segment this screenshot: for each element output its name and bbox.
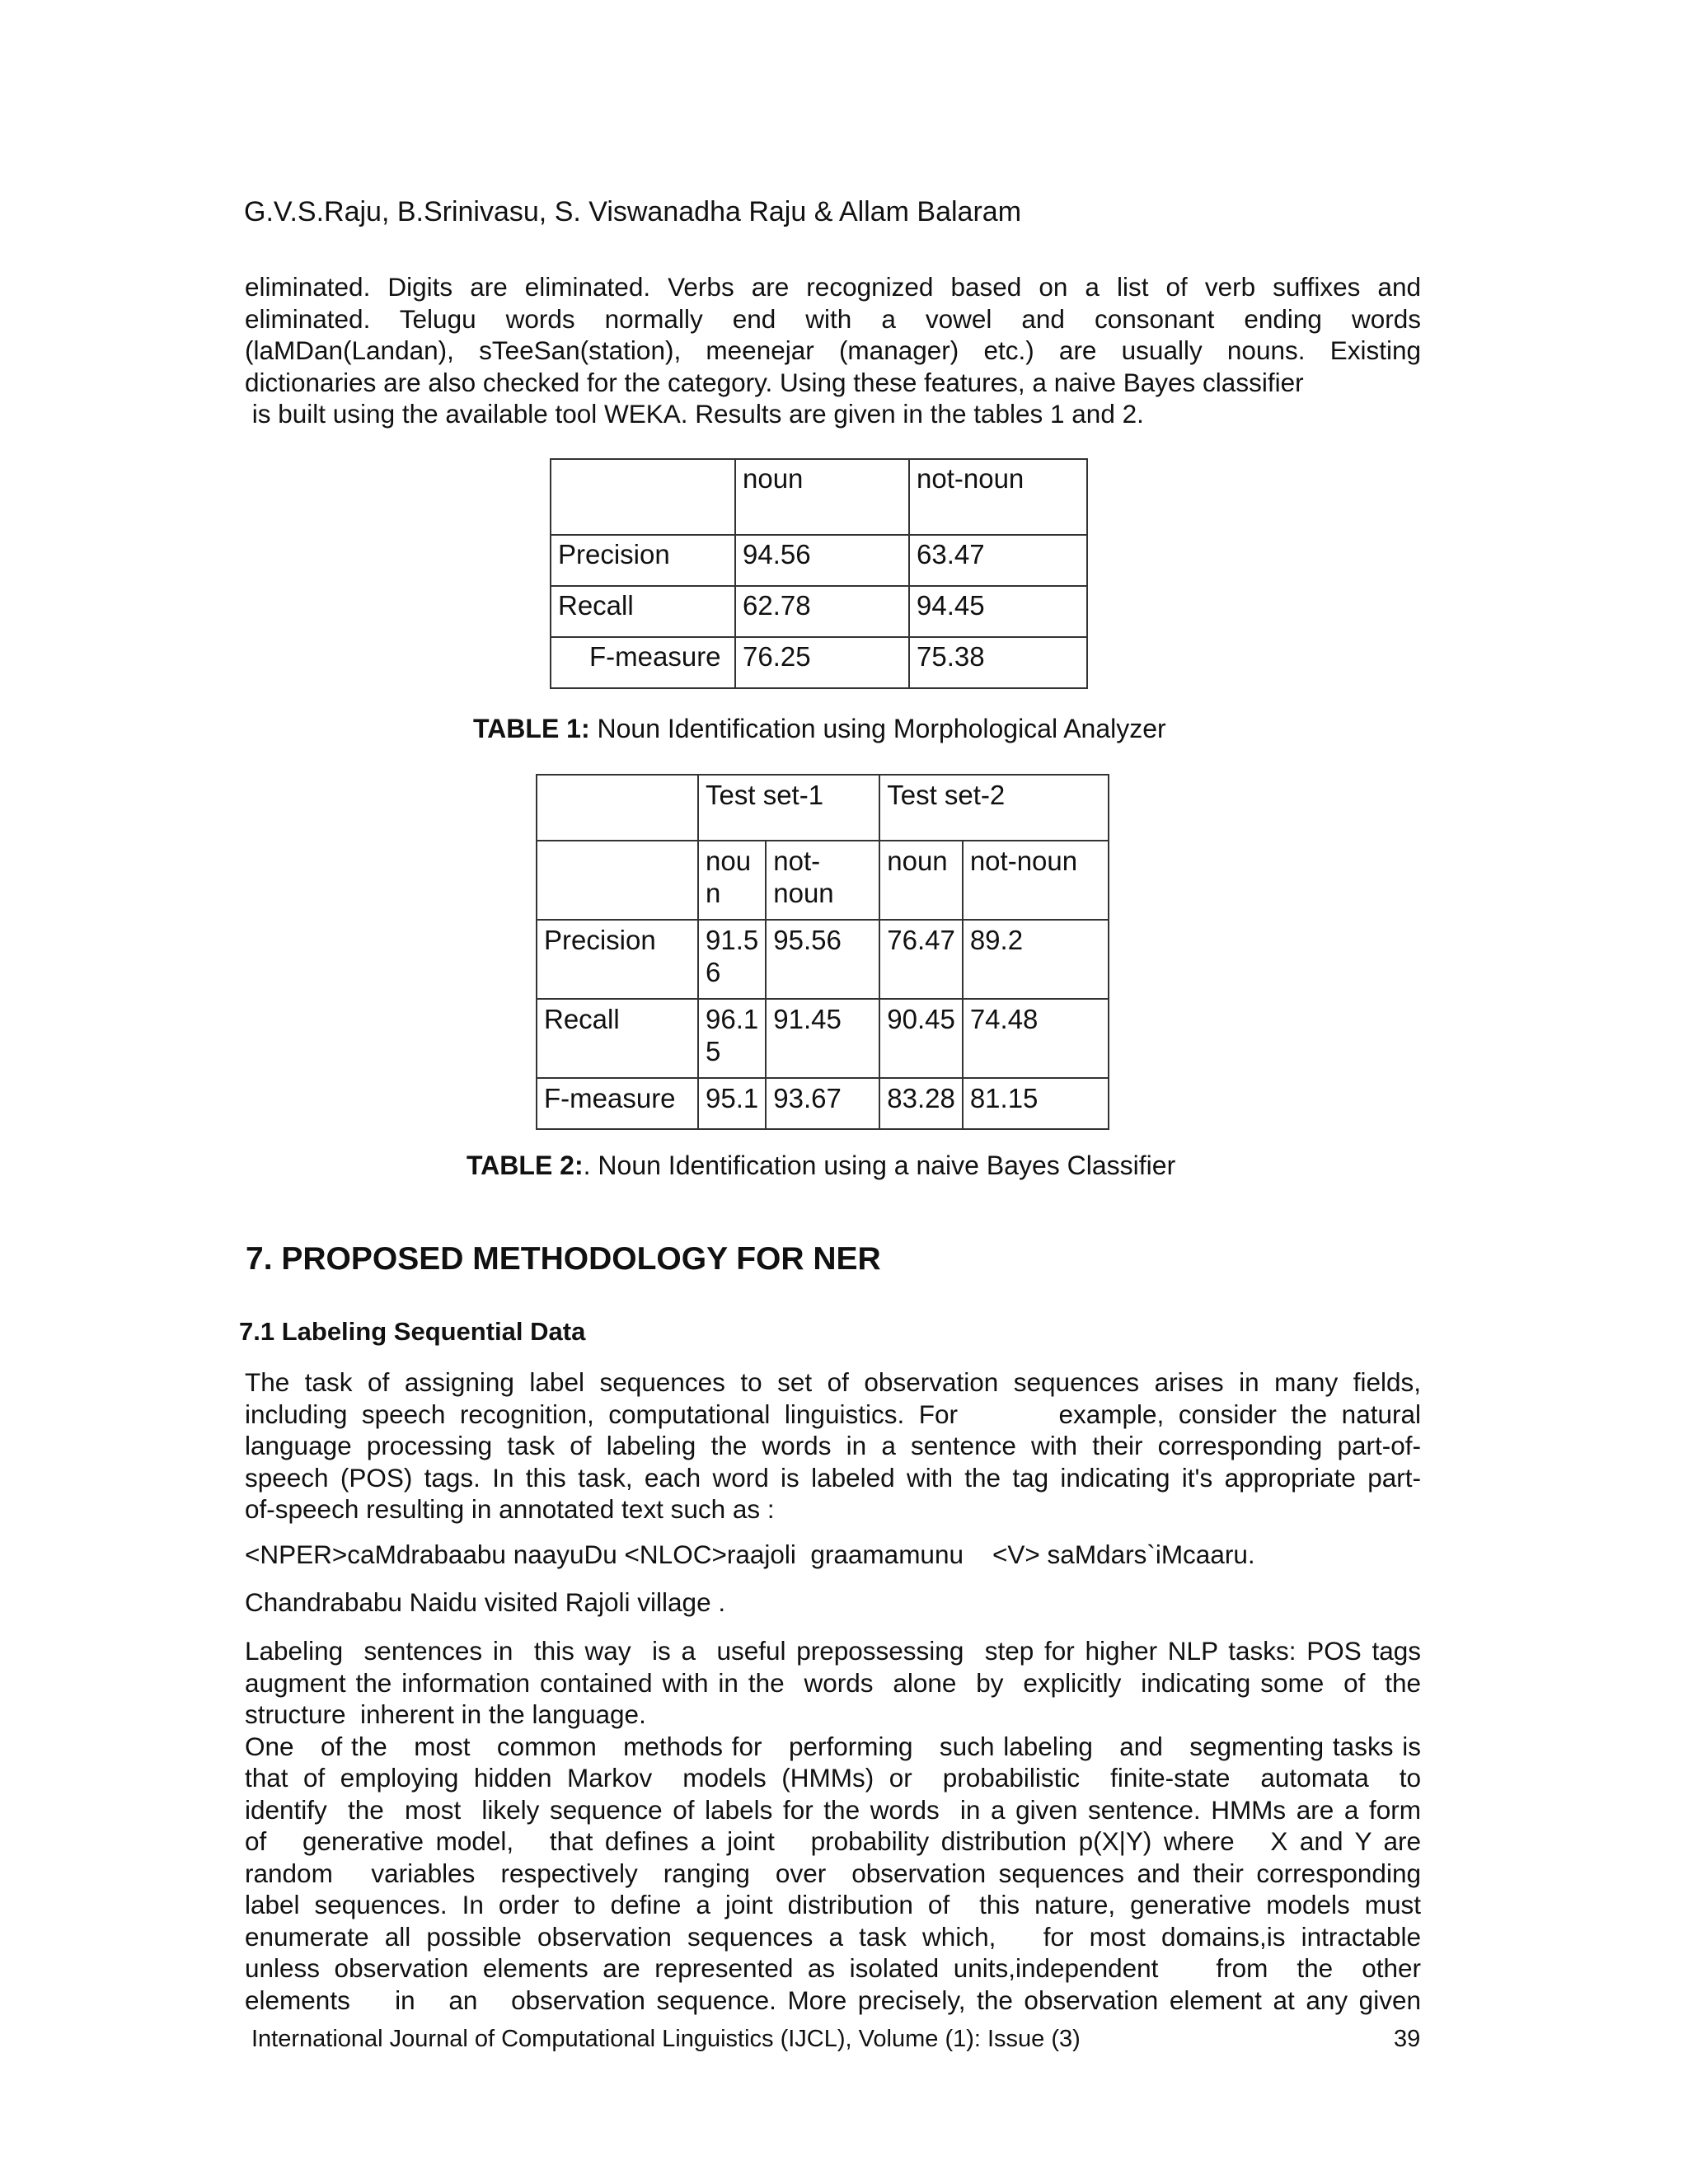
text-line: augment the information contained with in the words alone by explicitly indicating some of the [245, 1667, 1421, 1698]
caption-label: TABLE 2: [467, 1151, 584, 1180]
tagged-example: <NPER>caMdrabaabu naayuDu <NLOC>raajoli graamamunu <V> saMdars`iMcaaru. [245, 1540, 1255, 1569]
table-cell: 93.67 [766, 1078, 879, 1129]
table-row [537, 1078, 1109, 1129]
text-line: One of the most common methods for performing such labeling and segmenting tasks is [245, 1731, 1421, 1761]
table-cell: 91.5 6 [698, 920, 766, 999]
page-number: 39 [1394, 2026, 1421, 2052]
row-label: Precision [537, 920, 698, 999]
caption-text: Noun Identification using Morphological Analyzer [589, 714, 1166, 743]
text-line: that of employing hidden Markov models (HMMs) or probabilistic finite-state automata to [245, 1763, 1421, 1793]
section-heading: 7. PROPOSED METHODOLOGY FOR NER [246, 1241, 881, 1277]
section-paragraph [245, 1366, 1421, 1526]
table-header-row [551, 459, 1087, 535]
text-line: Labeling sentences in this way is a useful prepossessing step for higher NLP tasks: POS tags [245, 1636, 1421, 1666]
subsection-heading: 7.1 Labeling Sequential Data [239, 1317, 586, 1346]
row-label: Precision [551, 535, 735, 586]
english-example: Chandrababu Naidu visited Rajoli village . [245, 1587, 726, 1617]
page-footer-journal: International Journal of Computational Linguistics (IJCL), Volume (1): Issue (3) [251, 2026, 1081, 2052]
row-label: Recall [537, 999, 698, 1078]
text-line: speech (POS) tags. In this task, each word is labeled with the tag indicating it's appropriate part- [245, 1462, 1421, 1493]
table-cell: 90.45 [879, 999, 963, 1078]
text-line: random variables respectively ranging over observation sequences and their corresponding [245, 1858, 1421, 1888]
table-header-cell: noun [879, 841, 963, 920]
table-header-cell: Test set-2 [879, 775, 1109, 841]
table-header-cell: not-noun [909, 459, 1087, 535]
text-line: unless observation elements are represented as isolated units,independent from the other [245, 1953, 1421, 1983]
text-line: identify the most likely sequence of labels for the words in a given sentence. HMMs are a form [245, 1794, 1421, 1825]
text-line: enumerate all possible observation sequences a task which, for most domains,is intractable [245, 1921, 1421, 1952]
table-cell: 76.47 [879, 920, 963, 999]
text-line: of generative model, that defines a joint probability distribution p(X|Y) where X and Y are [245, 1826, 1421, 1856]
table-cell: 94.56 [735, 535, 909, 586]
row-label: Recall [551, 586, 735, 637]
table-header-cell: not-noun [963, 841, 1109, 920]
table-cell: 63.47 [909, 535, 1087, 586]
table-2 [536, 774, 1109, 1130]
intro-paragraph [245, 271, 1421, 430]
table-cell: 81.15 [963, 1078, 1109, 1129]
table-header-cell: Test set-1 [698, 775, 879, 841]
table-1-caption [473, 714, 1166, 744]
text-line: The task of assigning label sequences to set of observation sequences arises in many fields, [245, 1367, 1421, 1397]
row-label: F-measure [537, 1078, 698, 1129]
text-line: structure inherent in the language. [245, 1699, 646, 1729]
table-cell: 75.38 [909, 637, 1087, 688]
table-cell: 76.25 [735, 637, 909, 688]
table-cell: 89.2 [963, 920, 1109, 999]
table-cell [551, 459, 735, 535]
table-2-caption [467, 1151, 1175, 1181]
table-cell: 62.78 [735, 586, 909, 637]
table-cell: 95.56 [766, 920, 879, 999]
table-cell: 94.45 [909, 586, 1087, 637]
table-cell [537, 775, 698, 841]
text-line: dictionaries are also checked for the category. Using these features, a naive Bayes classifier [245, 367, 1304, 397]
table-row [551, 586, 1087, 637]
table-row [551, 637, 1087, 688]
text-line: language processing task of labeling the words in a sentence with their corresponding part-of- [245, 1431, 1421, 1460]
text-line: (laMDan(Landan), sTeeSan(station), meenejar (manager) etc.) are usually nouns. Existing [245, 335, 1421, 365]
text-line: including speech recognition, computational linguistics. For example, consider the natural [245, 1399, 1421, 1429]
row-label: F-measure [551, 637, 735, 688]
table-cell: 95.1 [698, 1078, 766, 1129]
table-1 [550, 458, 1088, 689]
section-paragraph-2 [245, 1635, 1421, 2016]
caption-text: . Noun Identification using a naive Bayes Classifier [583, 1151, 1176, 1180]
table-row [537, 999, 1109, 1078]
table-subheader-row [537, 841, 1109, 920]
caption-label: TABLE 1: [473, 714, 590, 743]
table-header-cell: nou n [698, 841, 766, 920]
text-line: eliminated. Telugu words normally end with a vowel and consonant ending words [245, 303, 1421, 334]
table-cell: 74.48 [963, 999, 1109, 1078]
table-header-cell: noun [735, 459, 909, 535]
text-line: elements in an observation sequence. More precisely, the observation element at any given [245, 1985, 1421, 2015]
text-line: eliminated. Digits are eliminated. Verbs are recognized based on a list of verb suffixes and [245, 272, 1421, 302]
table-cell: 91.45 [766, 999, 879, 1078]
text-line: is built using the available tool WEKA. Results are given in the tables 1 and 2. [245, 399, 1144, 429]
table-cell: 96.1 5 [698, 999, 766, 1078]
text-line: label sequences. In order to define a joint distribution of this nature, generative models must [245, 1890, 1421, 1919]
table-cell: 83.28 [879, 1078, 963, 1129]
table-row [551, 535, 1087, 586]
table-header-cell: not- noun [766, 841, 879, 920]
text-line: of-speech resulting in annotated text such as : [245, 1494, 775, 1524]
table-cell [537, 841, 698, 920]
table-row [537, 920, 1109, 999]
page-header-authors: G.V.S.Raju, B.Srinivasu, S. Viswanadha Raju & Allam Balaram [244, 196, 1022, 227]
table-group-header-row [537, 775, 1109, 841]
